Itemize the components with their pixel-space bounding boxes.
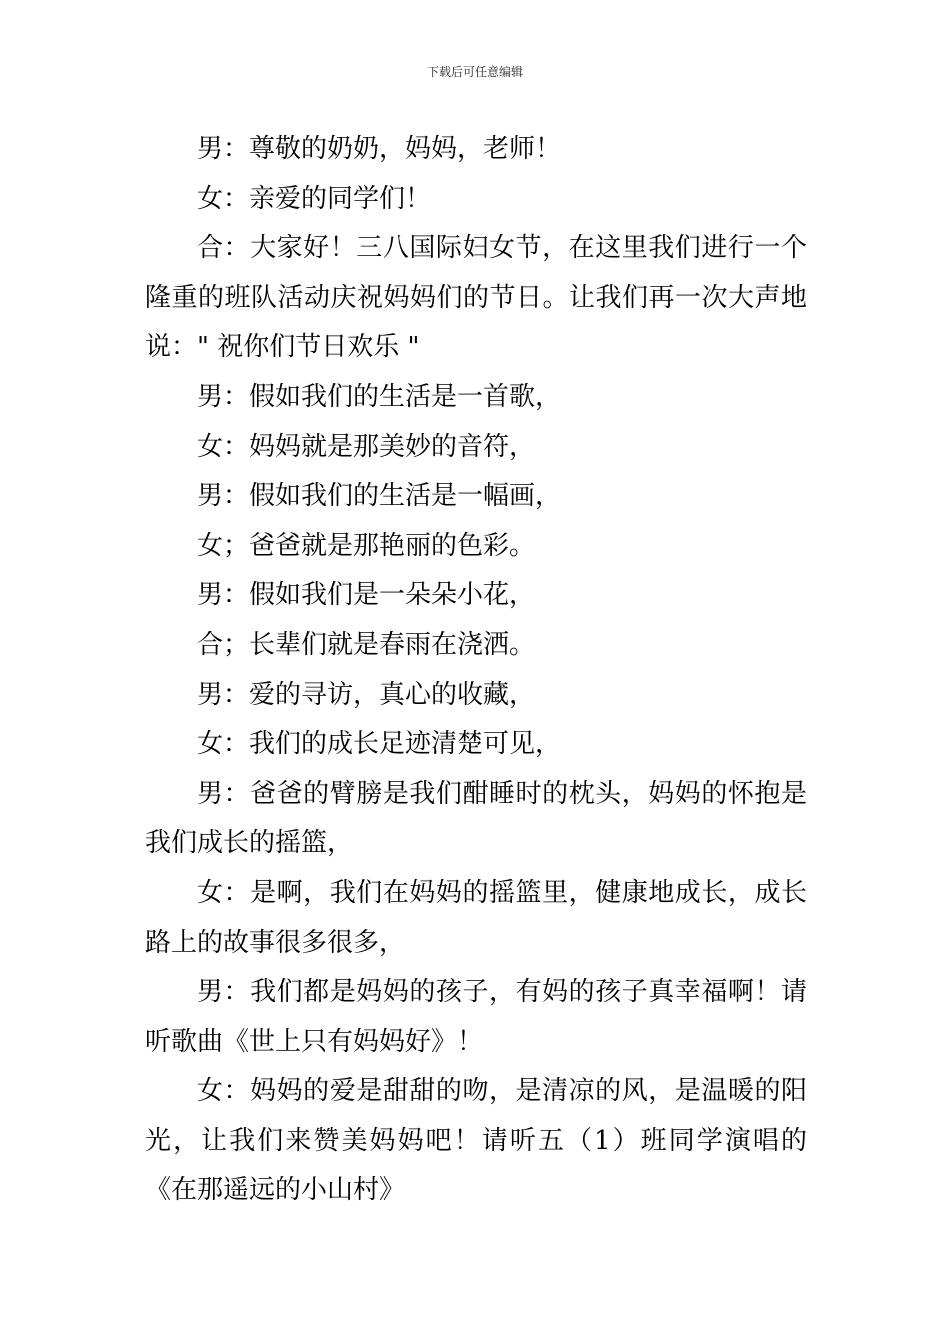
paragraph: 男：爱的寻访，真心的收藏， [197, 679, 536, 710]
paragraph: 女：是啊，我们在妈妈的摇篮里，健康地成长，成长路上的故事很多很多， [145, 877, 807, 958]
paragraph: 男：假如我们的生活是一首歌， [197, 381, 562, 412]
paragraph: 女：我们的成长足迹清楚可见， [197, 729, 562, 760]
paragraph: 男：我们都是妈妈的孩子，有妈的孩子真幸福啊！请听歌曲《世上只有妈妈好》！ [145, 977, 807, 1057]
paragraph: 男：假如我们是一朵朵小花， [197, 580, 536, 611]
paragraph: 女：妈妈就是那美妙的音符， [197, 431, 536, 462]
paragraph: 女；爸爸就是那艳丽的色彩。 [197, 530, 536, 561]
page-header: 下载后可任意编辑 [426, 65, 523, 79]
document-body [145, 125, 807, 1216]
paragraph: 男：爸爸的臂膀是我们酣睡时的枕头，妈妈的怀抱是我们成长的摇篮， [145, 778, 807, 859]
paragraph: 合；长辈们就是春雨在浇洒。 [197, 629, 536, 660]
paragraph: 女：妈妈的爱是甜甜的吻，是清凉的风，是温暖的阳光，让我们来赞美妈妈吧！请听五（1）班同学演唱的《在那遥远的小山村》 [145, 1076, 807, 1206]
paragraph: 男：尊敬的奶奶，妈妈，老师！ [197, 134, 562, 164]
paragraph: 女：亲爱的同学们！ [197, 183, 432, 214]
paragraph: 合：大家好！三八国际妇女节，在这里我们进行一个隆重的班队活动庆祝妈妈们的节日。让我们再一次大声地说：" 祝你们节日欢乐 " [145, 233, 807, 363]
paragraph: 男：假如我们的生活是一幅画， [197, 481, 562, 512]
